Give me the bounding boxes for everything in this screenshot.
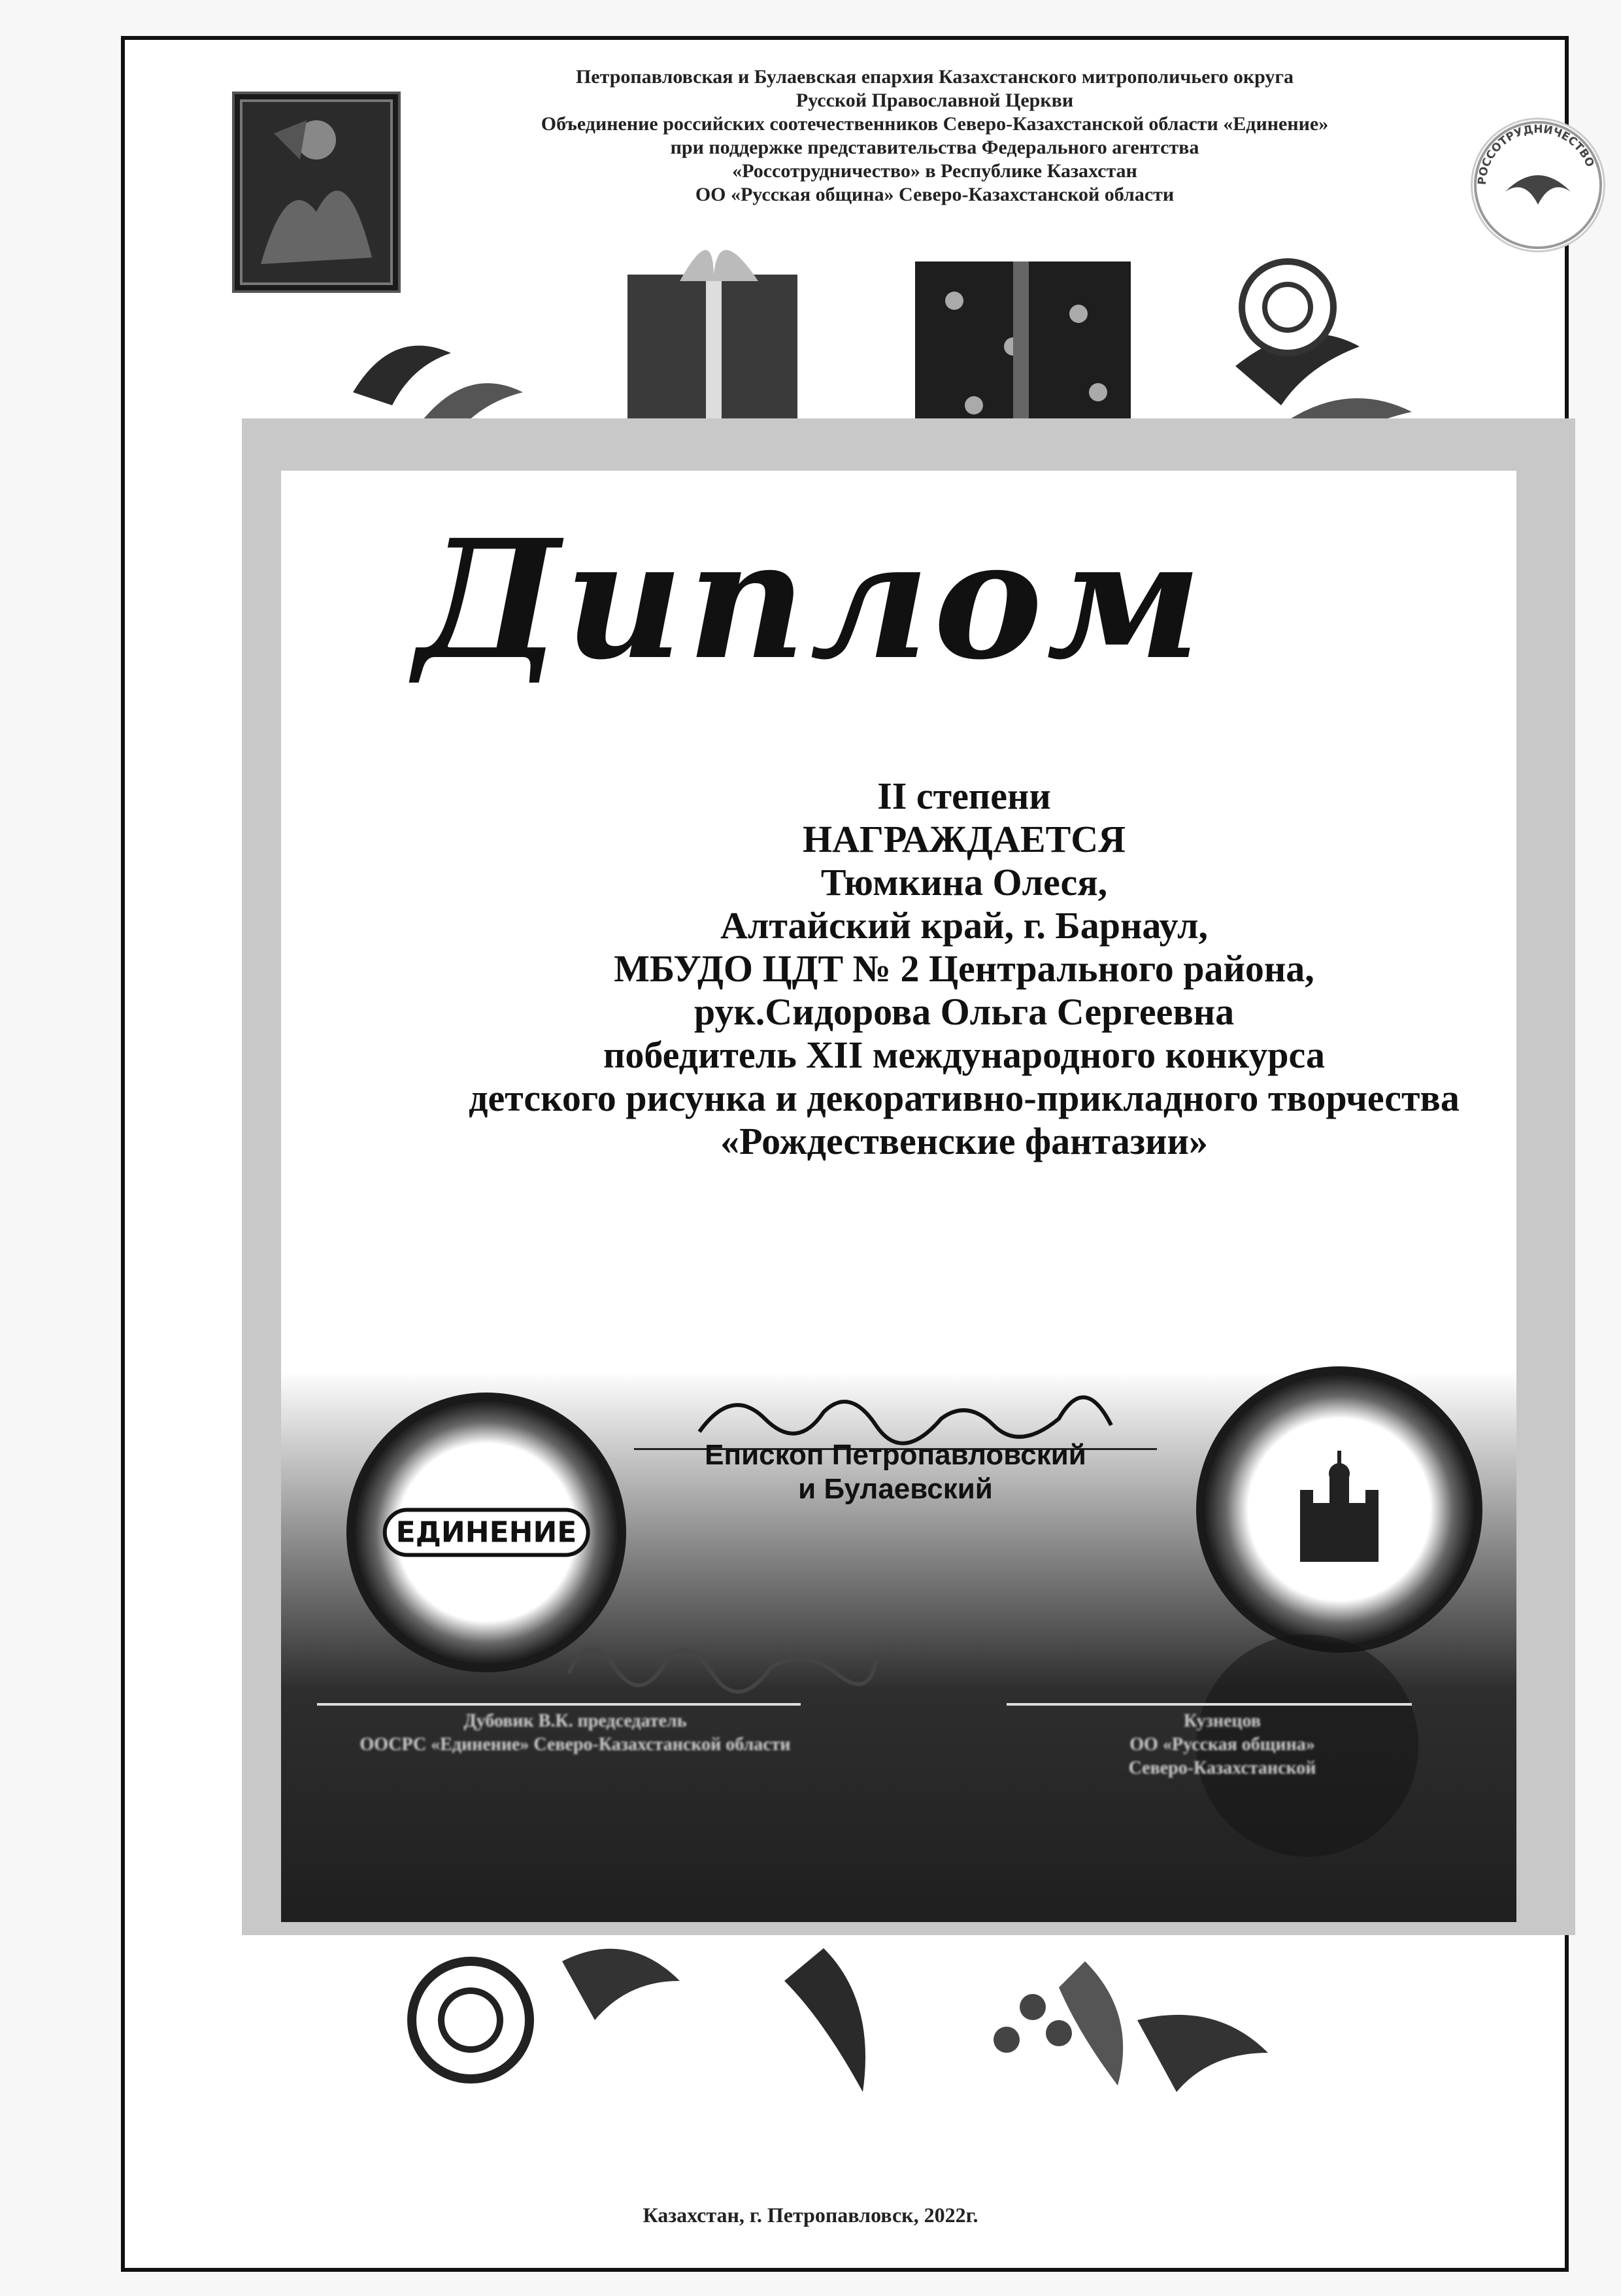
- footer-place-date: Казахстан, г. Петропавловск, 2022г.: [643, 2203, 978, 2227]
- seal-left-text: ЕДИНЕНИЕ: [395, 1515, 577, 1549]
- seal-right: [1196, 1366, 1482, 1653]
- recipient-region: Алтайский край, г. Барнаул,: [720, 904, 1209, 947]
- decorative-flowers-bottom: [366, 1922, 1294, 2138]
- signatory-right-line-1: Кузнецов: [1184, 1711, 1261, 1731]
- signatory-right-line-3: Северо-Казахстанской: [1128, 1758, 1316, 1778]
- bishop-title-line-1: Епископ Петропавловский: [705, 1439, 1086, 1471]
- header-line-3: Объединение российских соотечественников Северо-Казахстанской области «Единение»: [541, 113, 1329, 135]
- header-line-6: ОО «Русская община» Северо-Казахстанской области: [695, 184, 1175, 205]
- signatory-left-caption: [327, 1710, 824, 1757]
- chairman-signature: [556, 1615, 882, 1700]
- diploma-title: Диплом: [415, 503, 1206, 696]
- signatory-right-line-2: ОО «Русская община»: [1129, 1734, 1315, 1755]
- header-organizations: [425, 65, 1445, 207]
- signatory-left-line-1: Дубовик В.К. председатель: [463, 1711, 687, 1731]
- header-line-5: «Россотрудничество» в Республике Казахстан: [732, 160, 1137, 182]
- signature-line-right: [1007, 1703, 1412, 1706]
- award-text: [327, 775, 1601, 1163]
- header-line-1: Петропавловская и Булаевская епархия Казахстанского митрополичьего округа: [575, 66, 1294, 88]
- award-contest: детского рисунка и декоративно-прикладного творчества: [469, 1077, 1460, 1119]
- award-winner: победитель XII международного конкурса: [603, 1034, 1326, 1076]
- recipient-supervisor: рук.Сидорова Ольга Сергеевна: [694, 990, 1235, 1033]
- recipient-institution: МБУДО ЦДТ № 2 Центрального района,: [614, 947, 1314, 990]
- recipient-name: Тюмкина Олеся,: [820, 861, 1108, 903]
- award-awarded: НАГРАЖДАЕТСЯ: [802, 818, 1126, 860]
- logo-arc-text: РОССОТРУДНИЧЕСТВО: [1475, 122, 1597, 186]
- bishop-title-line-2: и Булаевский: [798, 1473, 993, 1505]
- church-icon: [1274, 1444, 1405, 1575]
- bishop-title: [641, 1438, 1150, 1506]
- award-contest-name: «Рождественские фантазии»: [720, 1120, 1208, 1162]
- signature-line-left: [317, 1703, 801, 1706]
- signatory-right-caption: [1039, 1710, 1405, 1780]
- award-degree: II степени: [877, 775, 1051, 817]
- header-line-2: Русской Православной Церкви: [795, 90, 1074, 111]
- rossotrudnichestvo-logo: [1471, 118, 1605, 252]
- header-line-4: при поддержке представительства Федерального агентства: [670, 137, 1199, 158]
- signatory-left-line-2: ООСРС «Единение» Северо-Казахстанской области: [359, 1734, 791, 1755]
